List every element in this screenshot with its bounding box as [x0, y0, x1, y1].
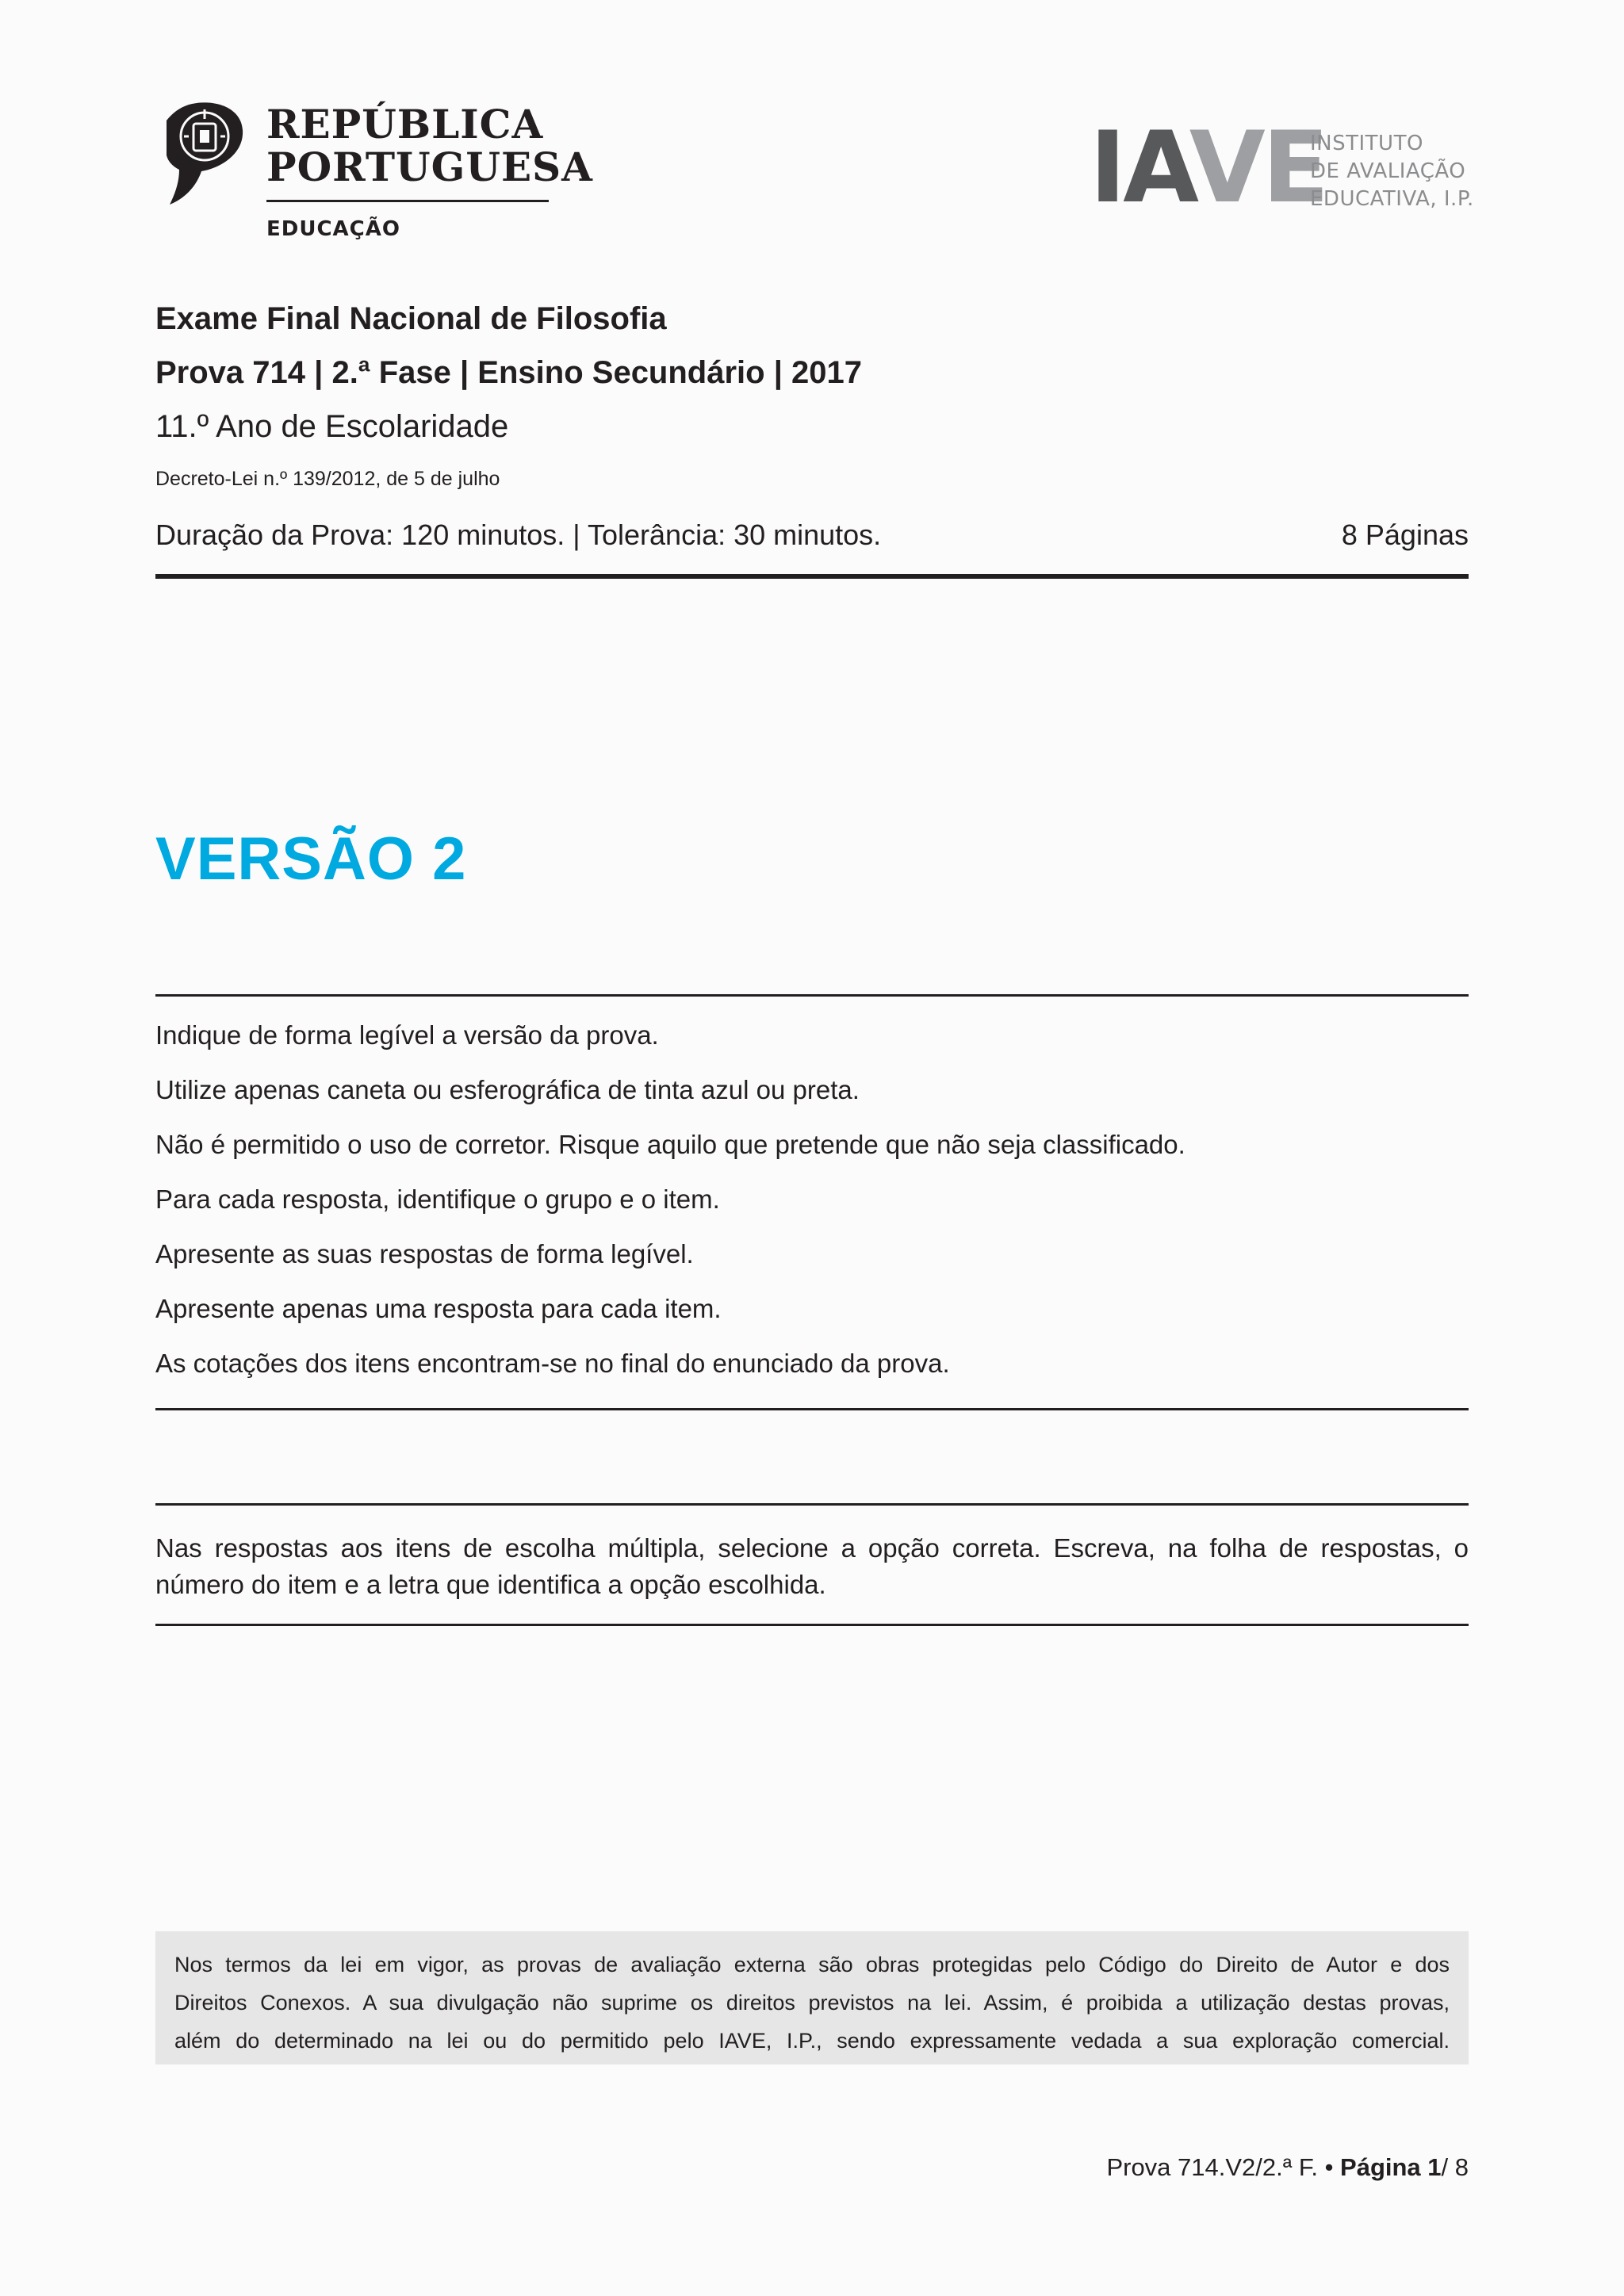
decree-reference: Decreto-Lei n.º 139/2012, de 5 de julho: [155, 468, 500, 490]
exam-title: Exame Final Nacional de Filosofia: [155, 301, 667, 336]
instructions-bottom-rule: [155, 1408, 1469, 1410]
iave-line2: DE AVALIAÇÃO: [1310, 159, 1466, 183]
iave-wordmark: [1090, 111, 1327, 225]
instruction-item: Apresente apenas uma resposta para cada item.: [155, 1294, 722, 1323]
footer-page-total: / 8: [1441, 2153, 1469, 2181]
republica-portuguesa-emblem-icon: [165, 98, 244, 206]
page-count: 8 Páginas: [1341, 519, 1469, 551]
iave-full-name: [1310, 130, 1474, 213]
republica-portuguesa-wordmark: [266, 103, 593, 189]
rp-line2: PORTUGUESA: [266, 144, 593, 190]
exam-version: VERSÃO 2: [155, 825, 467, 893]
instruction-item: Apresente as suas respostas de forma legível.: [155, 1239, 694, 1269]
mc-note-bottom-rule: [155, 1624, 1469, 1626]
instructions-list: [155, 1021, 1469, 1404]
instruction-item: Utilize apenas caneta ou esferográfica de tinta azul ou preta.: [155, 1075, 860, 1104]
iave-mark-light: VE: [1189, 111, 1327, 225]
iave-line3: EDUCATIVA, I.P.: [1310, 187, 1474, 211]
copyright-line: Direitos Conexos. A sua divulgação não suprime os direitos previstos na lei. Assim, é proibida a utilização destas provas,: [174, 1991, 1450, 2015]
exam-duration: Duração da Prova: 120 minutos. | Tolerância: 30 minutos.: [155, 519, 882, 551]
footer-reference: Prova 714.V2/2.ª F. •: [1106, 2153, 1341, 2181]
logo-divider: [266, 200, 549, 202]
copyright-notice: [155, 1931, 1469, 2064]
instructions-top-rule: [155, 994, 1469, 997]
header-divider: [155, 574, 1469, 579]
instruction-item: Não é permitido o uso de corretor. Risque aquilo que pretende que não seja classificado.: [155, 1130, 1185, 1159]
instruction-item: Indique de forma legível a versão da prova.: [155, 1020, 659, 1050]
iave-mark-dark: IA: [1090, 111, 1189, 225]
republica-portuguesa-logo: [165, 98, 593, 249]
rp-line1: REPÚBLICA: [266, 101, 544, 147]
instruction-item: As cotações dos itens encontram-se no final do enunciado da prova.: [155, 1349, 950, 1378]
rp-education-label: EDUCAÇÃO: [266, 217, 400, 241]
iave-line1: INSTITUTO: [1310, 132, 1423, 155]
footer-page-label: Página 1: [1340, 2153, 1442, 2181]
copyright-line: Nos termos da lei em vigor, as provas de avaliação externa são obras protegidas pelo Código do Direito de Autor e dos: [174, 1953, 1450, 1976]
instruction-item: Para cada resposta, identifique o grupo e o item.: [155, 1184, 720, 1214]
page-footer: [1106, 2153, 1469, 2182]
school-year: 11.º Ano de Escolaridade: [155, 409, 509, 444]
multiple-choice-note: Nas respostas aos itens de escolha múltipla, selecione a opção correta. Escreva, na folha de respostas, o número do item e a letra que identifica a opção escolhida.: [155, 1533, 1469, 1599]
copyright-line: além do determinado na lei ou do permitido pelo IAVE, I.P., sendo expressamente vedada a sua exploração comercial.: [174, 2029, 1450, 2053]
exam-code-line: Prova 714 | 2.ª Fase | Ensino Secundário | 2017: [155, 355, 862, 390]
mc-note-top-rule: [155, 1503, 1469, 1506]
iave-logo: [1090, 111, 1474, 225]
